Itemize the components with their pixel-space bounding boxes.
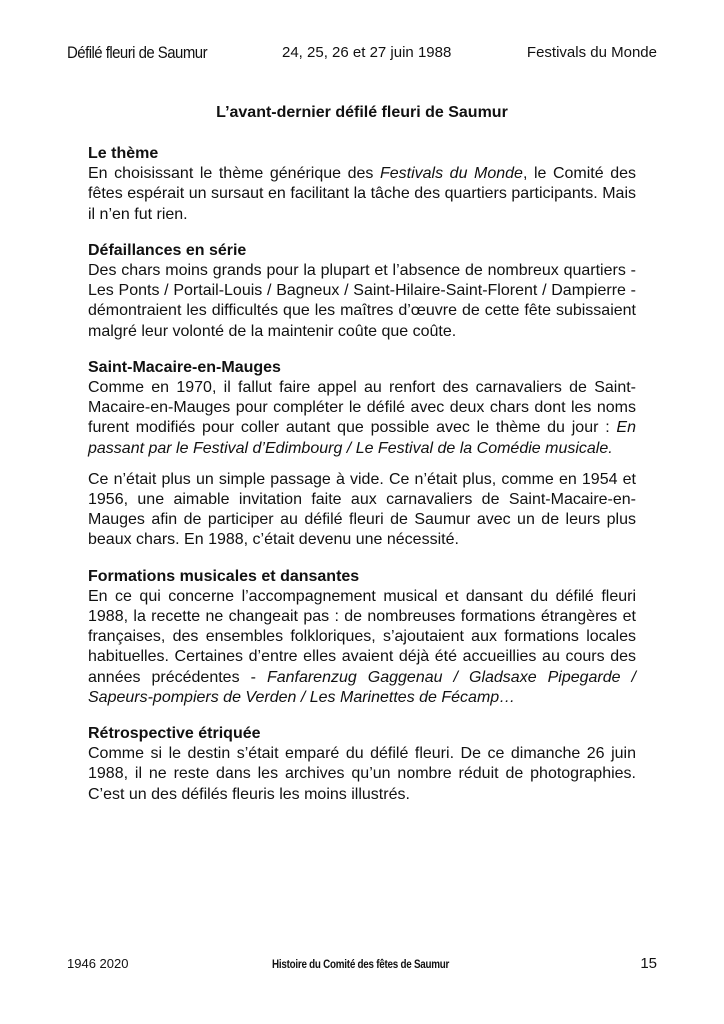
text-run: En choisissant le thème générique des <box>88 165 380 183</box>
text-run: En ce qui concerne l’accompagnement musical et dansant du défilé fleuri 1988, la recette ne changeait pas : de nombreuses formations étrangères et françaises, des ensembles folkloriques, s’ajoutaient aux formations locales habituelles. Certaines d’entre elles avaient déjà été accueillies au cours des années précédentes - <box>88 587 636 686</box>
section-paragraph <box>88 470 636 551</box>
section-paragraph <box>88 744 636 805</box>
section <box>88 144 636 225</box>
running-header-right: Festivals du Monde <box>526 44 657 61</box>
text-run: , le Comité des fêtes espérait un sursaut en facilitant la tâche des quartiers participants. Mais il n’en fut rien. <box>88 165 637 223</box>
page-title: L’avant-dernier défilé fleuri de Saumur <box>216 104 508 121</box>
section-heading: Saint-Macaire-en-Mauges <box>88 358 281 376</box>
article-body <box>88 144 636 821</box>
section-heading: Le thème <box>88 145 159 162</box>
section-paragraph <box>88 587 636 708</box>
section <box>88 724 636 805</box>
page-number: 15 <box>640 955 657 972</box>
section <box>88 241 636 342</box>
section-paragraph <box>88 164 636 225</box>
text-run: Comme si le destin s’était emparé du défilé fleuri. De ce dimanche 26 juin 1988, il ne reste dans les archives qu’un nombre réduit de photographies. C’est un des défilés fleuris les moins illustrés. <box>88 745 636 803</box>
section-heading: Formations musicales et dansantes <box>88 567 360 585</box>
italic-text-run: Fanfarenzug Gaggenau / Gladsaxe Pipegarde / Sapeurs-pompiers de Verden / Les Marinettes de Fécamp… <box>88 668 637 706</box>
section-paragraph <box>88 378 636 459</box>
section-heading: Défaillances en série <box>88 241 247 259</box>
footer-years: 1946 2020 <box>67 956 129 971</box>
section <box>88 567 636 708</box>
section-heading: Rétrospective étriquée <box>88 725 261 743</box>
section <box>88 358 636 551</box>
running-header-left: Défilé fleuri de Saumur <box>67 43 208 62</box>
section-paragraph <box>88 261 636 342</box>
text-run: Des chars moins grands pour la plupart et l’absence de nombreux quartiers - Les Ponts / Portail-Louis / Bagneux / Saint-Hilaire-Saint-Florent / Dampierre - démontraient les difficultés que les maîtres d’œuvre de cette fête subissaient malgré leur volonté de la maintenir coûte que coûte. <box>88 262 636 340</box>
italic-text-run: En passant par le Festival d’Edimbourg / Le Festival de la Comédie musicale. <box>88 419 636 457</box>
footer-book-title: Histoire du Comité des fêtes de Saumur <box>272 957 450 971</box>
text-run: Comme en 1970, il fallut faire appel au renfort des carnavaliers de Saint-Macaire-en-Mauges pour compléter le défilé avec deux chars dont les noms furent modifiés pour coller autant que possible avec le thème du jour : <box>88 379 636 437</box>
running-header-date: 24, 25, 26 et 27 juin 1988 <box>282 44 452 61</box>
text-run: Ce n’était plus un simple passage à vide. Ce n’était plus, comme en 1954 et 1956, une aimable invitation faite aux carnavaliers de Saint-Macaire-en-Mauges afin de participer au défilé fleuri de Saumur avec un de leurs plus beaux chars. En 1988, c’était devenu une nécessité. <box>88 470 636 549</box>
italic-text-run: Festivals du Monde <box>379 165 523 183</box>
